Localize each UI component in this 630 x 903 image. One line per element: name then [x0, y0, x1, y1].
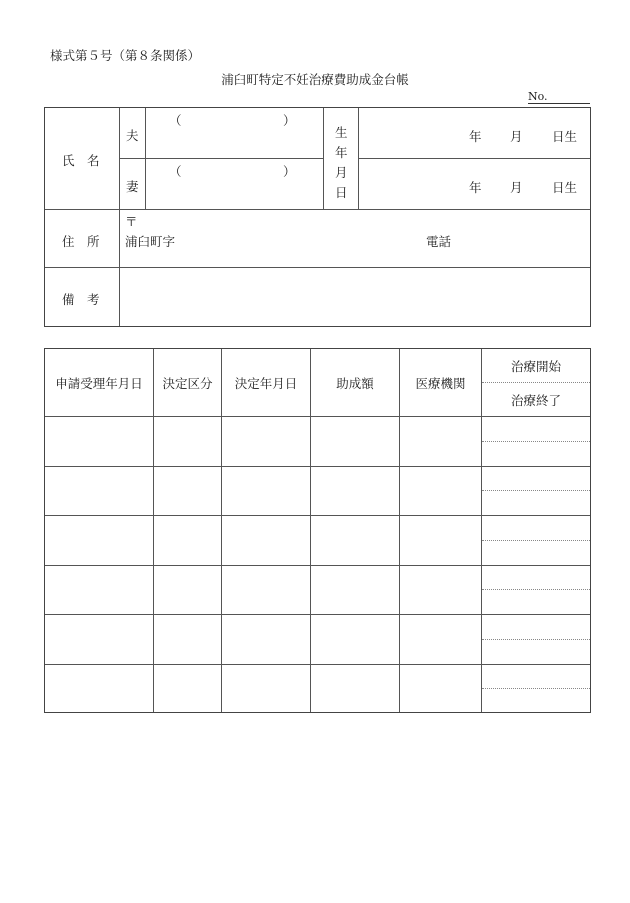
wife-birth-day: 日生: [552, 180, 578, 195]
husband-birth-year: 年: [469, 129, 482, 144]
divider: [45, 209, 590, 210]
address-label: 住 所: [62, 234, 100, 249]
birth-label-char: 生: [335, 125, 348, 140]
husband-reading-close: ）: [283, 113, 296, 128]
row-divider: [45, 664, 590, 665]
divider: [358, 158, 590, 159]
column-header: 決定年月日: [234, 375, 298, 391]
column-header: 決定区分: [162, 375, 213, 391]
husband-birth-day: 日生: [552, 129, 578, 144]
row-divider: [45, 614, 590, 615]
wife-reading-close: ）: [283, 164, 296, 179]
row-dotted-divider: [482, 540, 590, 541]
treatment-start-header: 治療開始: [510, 358, 561, 374]
form-number: 様式第５号（第８条関係）: [50, 48, 201, 63]
row-divider: [45, 565, 590, 566]
divider: [323, 108, 324, 209]
wife-birth-year: 年: [469, 180, 482, 195]
divider: [145, 108, 146, 209]
column-header: 医療機関: [415, 375, 466, 391]
ledger-number-field[interactable]: No.: [528, 90, 590, 104]
row-dotted-divider: [482, 688, 590, 689]
wife-label: 妻: [126, 179, 139, 194]
husband-reading-open: （: [169, 113, 182, 128]
divider: [45, 267, 590, 268]
postal-mark: 〒: [125, 214, 138, 229]
husband-birth-month: 月: [510, 129, 523, 144]
row-dotted-divider: [482, 589, 590, 590]
name-label: 氏 名: [62, 153, 100, 168]
applicant-info-table: [44, 107, 591, 327]
husband-label: 夫: [126, 128, 139, 143]
wife-birth-month: 月: [510, 180, 523, 195]
row-divider: [45, 466, 590, 467]
divider: [119, 108, 120, 326]
column-header: 助成額: [336, 375, 374, 391]
row-dotted-divider: [482, 441, 590, 442]
remarks-label: 備 考: [62, 292, 100, 307]
wife-reading-open: （: [169, 164, 182, 179]
document-title: 浦臼町特定不妊治療費助成金台帳: [221, 72, 409, 87]
divider: [119, 158, 323, 159]
birth-label-char: 日: [335, 185, 348, 200]
birth-label-char: 年: [335, 145, 348, 160]
row-divider: [45, 515, 590, 516]
phone-label: 電話: [426, 234, 452, 249]
divider: [358, 108, 359, 209]
treatment-end-header: 治療終了: [510, 392, 561, 408]
grant-ledger-table: [44, 348, 591, 713]
column-header: 申請受理年月日: [55, 375, 143, 391]
row-dotted-divider: [482, 639, 590, 640]
birth-label-char: 月: [335, 165, 348, 180]
header-divider: [45, 416, 590, 417]
address-prefix: 浦臼町字: [125, 234, 176, 249]
row-dotted-divider: [482, 490, 590, 491]
